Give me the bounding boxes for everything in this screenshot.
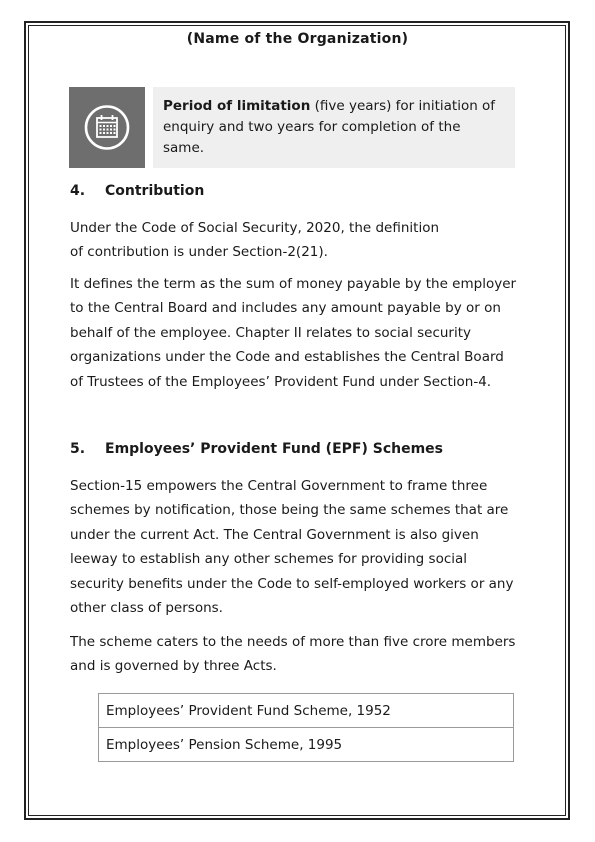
table-row xyxy=(99,694,514,728)
section-5-title: Employees’ Provident Fund (EPF) Schemes xyxy=(105,441,444,457)
callout-icon-panel xyxy=(69,87,145,168)
table-cell: Employees’ Provident Fund Scheme, 1952 xyxy=(99,694,514,728)
schemes-table xyxy=(98,693,514,762)
table-row xyxy=(99,728,514,762)
section-5-heading xyxy=(70,441,443,457)
section-4-title: Contribution xyxy=(105,183,205,199)
section-5-number: 5. xyxy=(70,441,86,457)
table-cell: Employees’ Pension Scheme, 1995 xyxy=(99,728,514,762)
section-4-number: 4. xyxy=(70,183,86,199)
callout-bold-text: Period of limitation xyxy=(163,98,311,114)
section-4-paragraph-2: It defines the term as the sum of money payable by the employer to the Central Board and includes any amount payable by or on behalf of the employee. Chapter II relates to social security organizations under the Code and establishes the Central Board of Trustees of the Employees’ Provident Fund under Section-4. xyxy=(70,276,517,390)
section-5-paragraph-2: The scheme caters to the needs of more than five crore members and is governed by three Acts. xyxy=(70,634,516,675)
section-5-paragraph-1: Section-15 empowers the Central Government to frame three schemes by notification, those being the same schemes that are under the current Act. The Central Government is also given leeway to establish any other schemes for providing social security benefits under the Code to self-employed workers or any other class of persons. xyxy=(70,478,514,617)
calendar-icon xyxy=(69,87,145,168)
section-4-paragraph-1: Under the Code of Social Security, 2020, the definition of contribution is under Section-2(21). xyxy=(70,220,440,261)
callout-text: (five years) for initiation of enquiry and two years for completion of the same. xyxy=(163,98,496,156)
limitation-callout xyxy=(153,87,515,168)
section-4-heading xyxy=(70,183,204,199)
organization-name: (Name of the Organization) xyxy=(186,31,409,47)
